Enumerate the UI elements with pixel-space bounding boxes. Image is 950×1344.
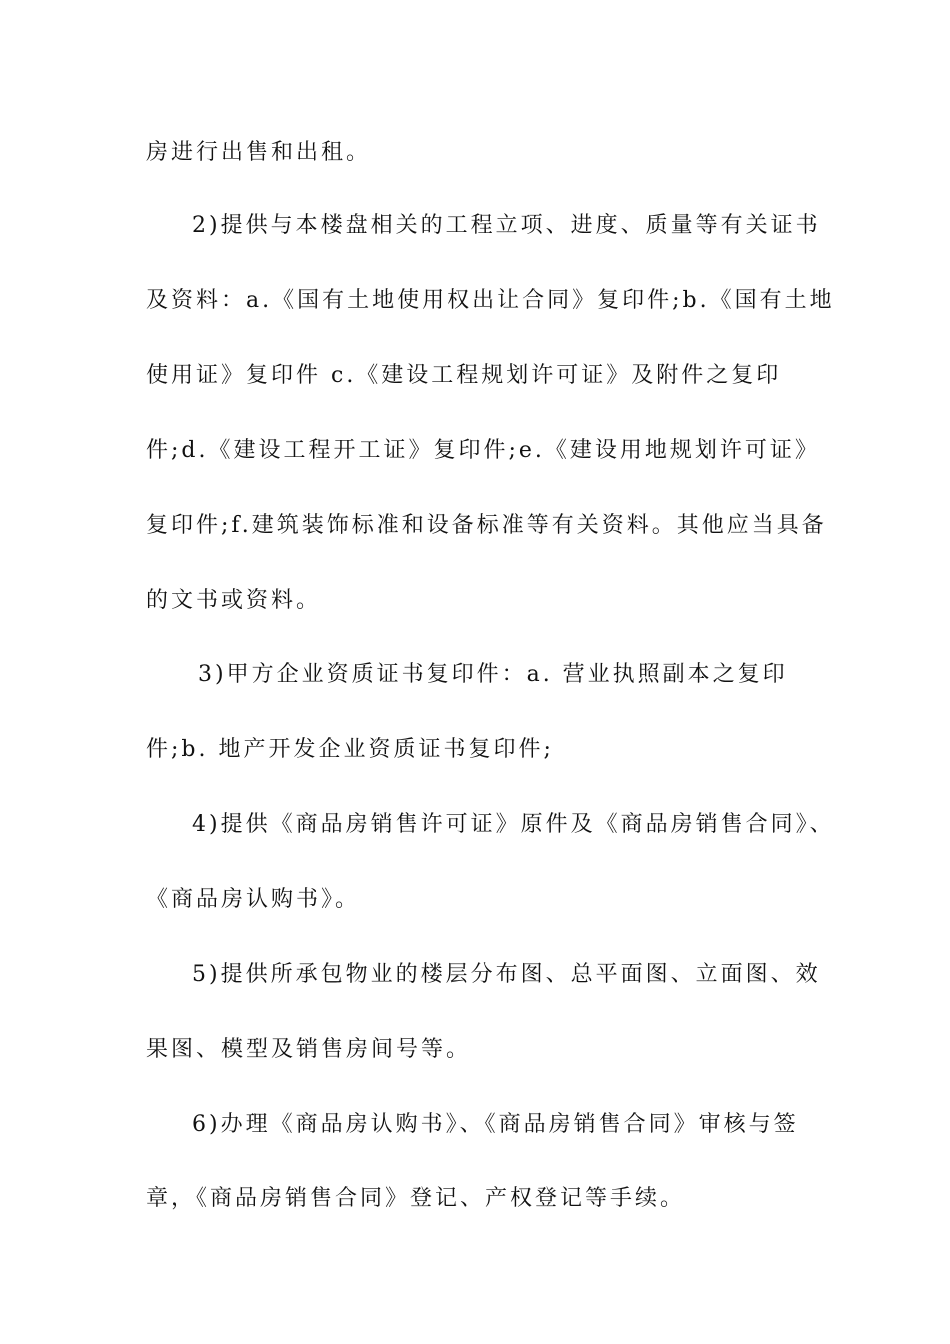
text-line: 《商品房认购书》。: [146, 887, 361, 912]
text-line: 6)办理《商品房认购书》、《商品房销售合同》审核与签: [192, 1112, 799, 1137]
text-line: 章，《商品房销售合同》登记、产权登记等手续。: [146, 1186, 686, 1211]
text-line: 3)甲方企业资质证书复印件：a. 营业执照副本之复印: [198, 662, 788, 687]
text-line: 房进行出售和出租。: [146, 140, 372, 165]
text-line: 件;b. 地产开发企业资质证书复印件;: [146, 737, 554, 762]
text-line: 5)提供所承包物业的楼层分布图、总平面图、立面图、效: [192, 962, 821, 987]
text-line: 复印件;f.建筑装饰标准和设备标准等有关资料。其他应当具备: [146, 513, 827, 538]
text-line: 的文书或资料。: [146, 588, 322, 613]
text-line: 2)提供与本楼盘相关的工程立项、进度、质量等有关证书: [192, 213, 821, 238]
text-line: 使用证》复印件 c.《建设工程规划许可证》及附件之复印: [146, 363, 782, 388]
text-line: 及资料：a.《国有土地使用权出让合同》复印件;b.《国有土地: [146, 288, 835, 313]
text-line: 4)提供《商品房销售许可证》原件及《商品房销售合同》、: [192, 812, 835, 837]
text-line: 件;d.《建设工程开工证》复印件;e.《建设用地规划许可证》: [146, 438, 820, 463]
text-line: 果图、模型及销售房间号等。: [146, 1037, 472, 1062]
